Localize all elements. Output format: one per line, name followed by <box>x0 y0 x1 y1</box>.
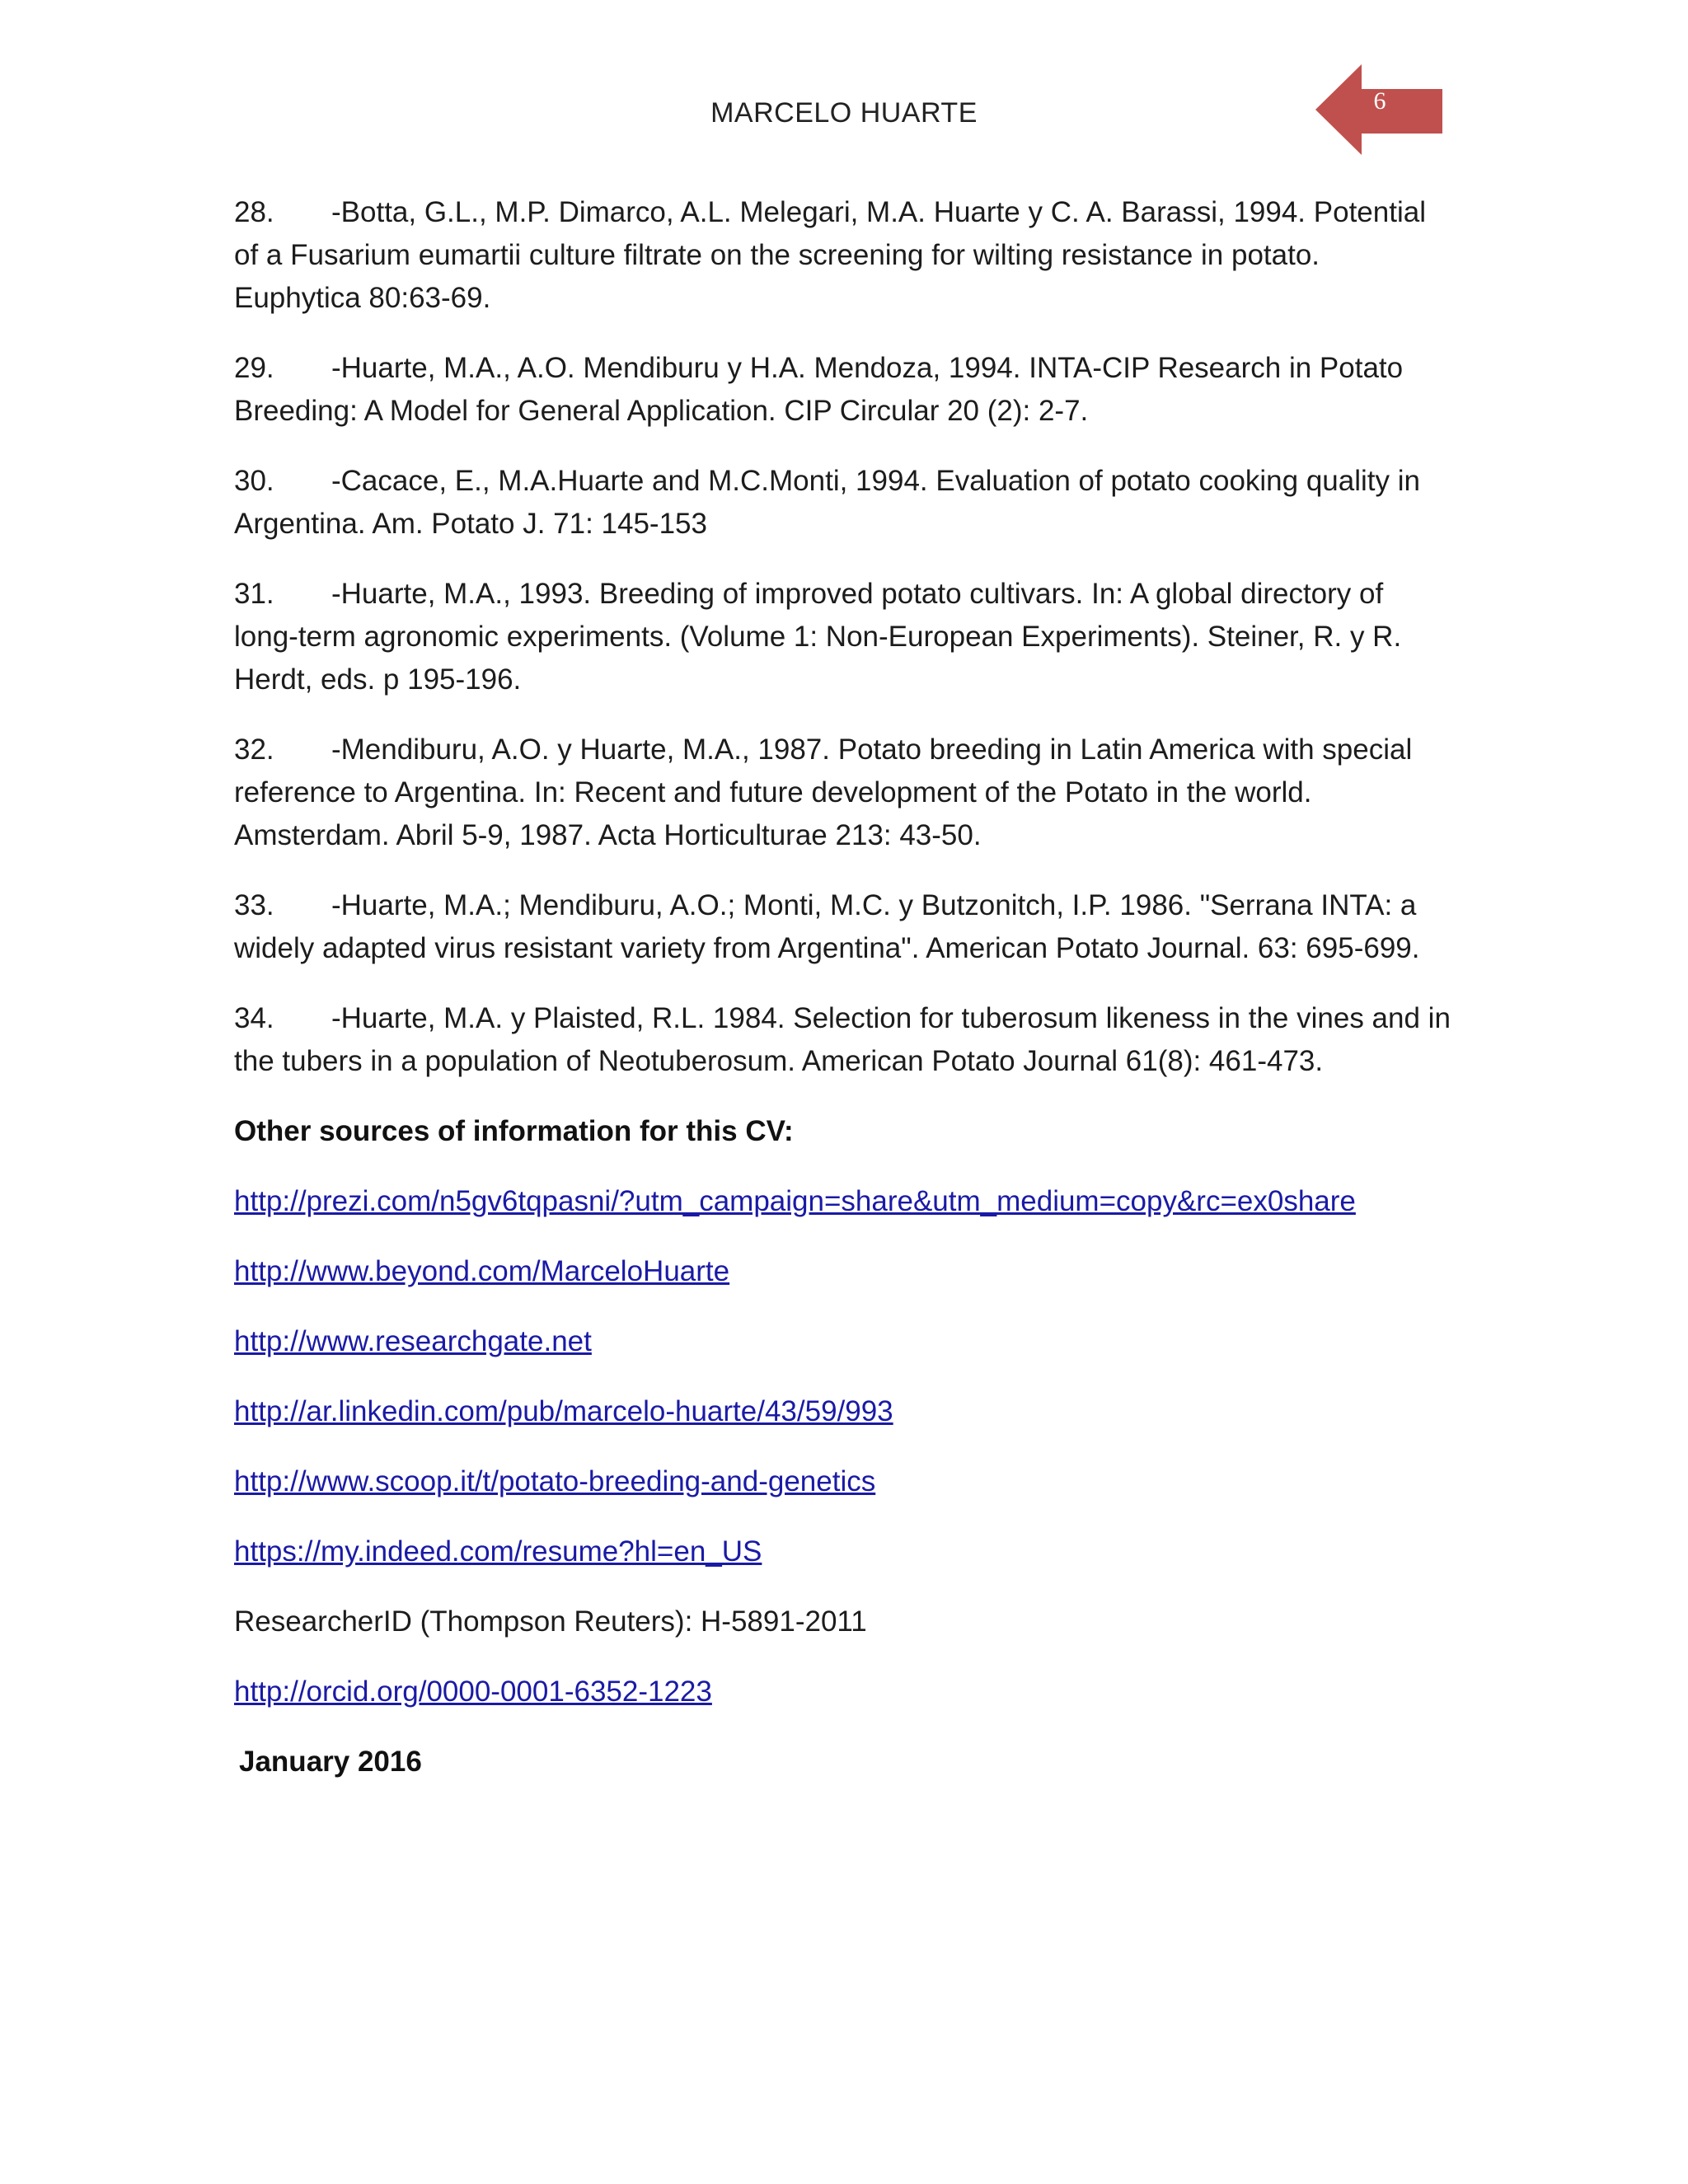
reference-text: -Huarte, M.A., 1993. Breeding of improved potato cultivars. In: A global directory of long-term agronomic experiments. (Volume 1: Non-European Experiments). Steiner, R. y R. Herdt, eds. p 195-196. <box>234 578 1402 696</box>
running-header: MARCELO HUARTE <box>710 97 978 129</box>
researchgate-link[interactable]: http://www.researchgate.net <box>234 1325 592 1357</box>
reference-number: 31. <box>234 578 274 610</box>
indeed-link[interactable]: https://my.indeed.com/resume?hl=en_US <box>234 1535 762 1568</box>
reference-text: -Mendiburu, A.O. y Huarte, M.A., 1987. Potato breeding in Latin America with special reference to Argentina. In: Recent and future development of the Potato in the world. Amsterdam. Abril 5-9, 1987. Acta Horticulturae 213: 43-50. <box>234 733 1413 851</box>
page-number: 6 <box>1373 87 1386 115</box>
researcher-id: ResearcherID (Thompson Reuters): H-5891-2011 <box>234 1605 867 1638</box>
reference-number: 32. <box>234 733 274 766</box>
orcid-link[interactable]: http://orcid.org/0000-0001-6352-1223 <box>234 1675 712 1708</box>
reference-text: -Cacace, E., M.A.Huarte and M.C.Monti, 1994. Evaluation of potato cooking quality in Argentina. Am. Potato J. 71: 145-153 <box>234 465 1420 540</box>
page-number-badge <box>1315 64 1442 155</box>
document-body <box>234 191 1454 1783</box>
sources-heading: Other sources of information for this CV: <box>234 1115 794 1147</box>
reference-item <box>234 191 1454 320</box>
reference-item <box>234 884 1454 970</box>
reference-text: -Huarte, M.A.; Mendiburu, A.O.; Monti, M.C. y Butzonitch, I.P. 1986. "Serrana INTA: a widely adapted virus resistant variety from Argentina". American Potato Journal. 63: 695-699. <box>234 889 1420 964</box>
reference-number: 30. <box>234 465 274 497</box>
reference-number: 29. <box>234 352 274 384</box>
reference-item <box>234 997 1454 1083</box>
prezi-link[interactable]: http://prezi.com/n5gv6tqpasni/?utm_campaign=share&utm_medium=copy&rc=ex0share <box>234 1185 1356 1217</box>
reference-number: 28. <box>234 196 274 228</box>
reference-number: 34. <box>234 1002 274 1034</box>
beyond-link[interactable]: http://www.beyond.com/MarceloHuarte <box>234 1255 730 1287</box>
reference-item <box>234 729 1454 857</box>
scoopit-link[interactable]: http://www.scoop.it/t/potato-breeding-and-genetics <box>234 1465 876 1497</box>
reference-item <box>234 347 1454 433</box>
linkedin-link[interactable]: http://ar.linkedin.com/pub/marcelo-huarte/43/59/993 <box>234 1395 893 1427</box>
reference-text: -Huarte, M.A., A.O. Mendiburu y H.A. Mendoza, 1994. INTA-CIP Research in Potato Breeding: A Model for General Application. CIP Circular 20 (2): 2-7. <box>234 352 1404 427</box>
reference-item <box>234 573 1454 701</box>
reference-text: -Huarte, M.A. y Plaisted, R.L. 1984. Selection for tuberosum likeness in the vines and in the tubers in a population of Neotuberosum. American Potato Journal 61(8): 461-473. <box>234 1002 1451 1077</box>
reference-number: 33. <box>234 889 274 921</box>
reference-text: -Botta, G.L., M.P. Dimarco, A.L. Melegari, M.A. Huarte y C. A. Barassi, 1994. Potential of a Fusarium eumartii culture filtrate on the screening for wilting resistance in potato. Euphytica 80:63-69. <box>234 196 1426 314</box>
reference-item <box>234 460 1454 546</box>
document-date: January 2016 <box>239 1746 422 1778</box>
